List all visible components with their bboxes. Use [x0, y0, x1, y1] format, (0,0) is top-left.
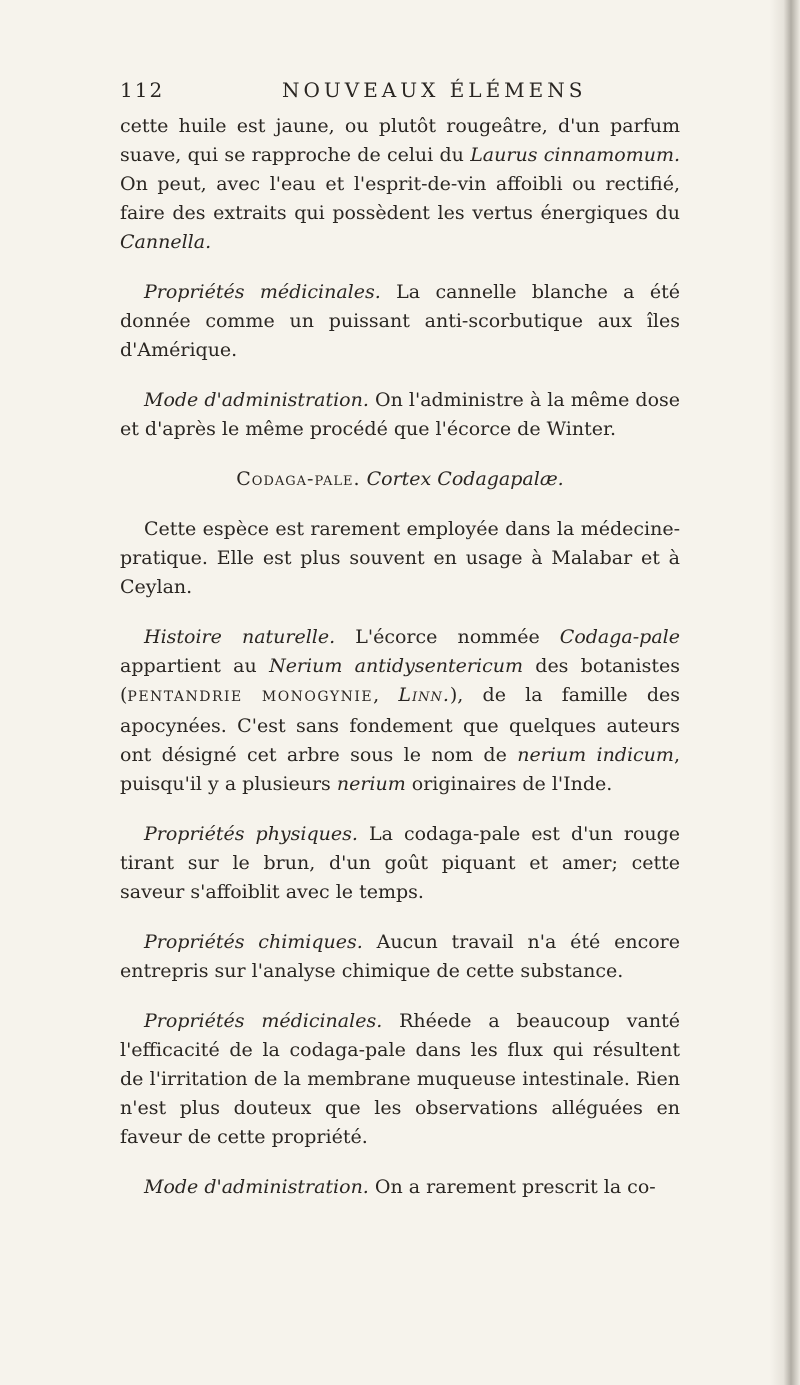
paragraph: Propriétés médicinales. Rhéede a beaucoup vanté l'efficacité de la codaga-pale dans les flux qui résultent de l'irritation de la membrane muqueuse intestinale. Rien n'est plus douteux que les observations alléguées en faveur de cette propriété. [120, 1010, 680, 1148]
botanical-classification: PENTANDRIE MONOGYNIE [127, 689, 374, 705]
author-abbrev: Linn. [398, 684, 450, 706]
paragraph-label: Propriétés médicinales. [144, 281, 381, 303]
paragraph: cette huile est jaune, ou plutôt rougeâtre, d'un parfum suave, qui se rapproche de celui du Laurus cinnamomum. On peut, avec l'eau et l'esprit-de-vin affoibli ou rectifié, faire des extraits qui possèdent les vertus énergiques du Cannella. [120, 115, 680, 253]
page-edge-shadow [770, 0, 800, 1385]
paragraph-label: Histoire naturelle. [144, 626, 336, 648]
section-heading [120, 465, 680, 494]
genus-name: Cannella. [120, 231, 212, 253]
paragraph-label: Propriétés physiques. [144, 823, 358, 845]
running-title: NOUVEAUX ÉLÉMENS [282, 78, 587, 102]
page-number: 112 [120, 78, 165, 102]
paragraph-label: Propriétés médicinales. [144, 1010, 383, 1032]
species-name: Laurus cinnamomum. [470, 144, 680, 166]
paragraph: Propriétés chimiques. Aucun travail n'a été encore entrepris sur l'analyse chimique de cette substance. [120, 931, 680, 982]
paragraph-label: Propriétés chimiques. [144, 931, 363, 953]
paragraph: Propriétés physiques. La codaga-pale est d'un rouge tirant sur le brun, d'un goût piquant et amer; cette saveur s'affoiblit avec le temps. [120, 823, 680, 903]
section-latin-name: Cortex Codagapalæ. [366, 468, 564, 490]
section-title: Codaga-pale. [236, 468, 361, 490]
paragraph: Propriétés médicinales. La cannelle blanche a été donnée comme un puissant anti-scorbutique aux îles d'Amérique. [120, 281, 680, 361]
paragraph-label: Mode d'administration. [144, 1176, 369, 1198]
paragraph: Mode d'administration. On l'administre à la même dose et d'après le même procédé que l'écorce de Winter. [120, 389, 680, 440]
paragraph: Mode d'administration. On a rarement prescrit la co- [144, 1176, 656, 1198]
paragraph: Cette espèce est rarement employée dans la médecine-pratique. Elle est plus souvent en usage à Malabar et à Ceylan. [120, 518, 680, 598]
paragraph: Histoire naturelle. L'écorce nommée Codaga-pale appartient au Nerium antidysentericum des botanistes (PENTANDRIE MONOGYNIE, Linn.), de la famille des apocynées. C'est sans fondement que quelques auteurs ont désigné cet arbre sous le nom de nerium indicum, puisqu'il y a plusieurs nerium originaires de l'Inde. [120, 626, 680, 795]
paragraph-label: Mode d'administration. [144, 389, 369, 411]
body-text [120, 112, 680, 1202]
